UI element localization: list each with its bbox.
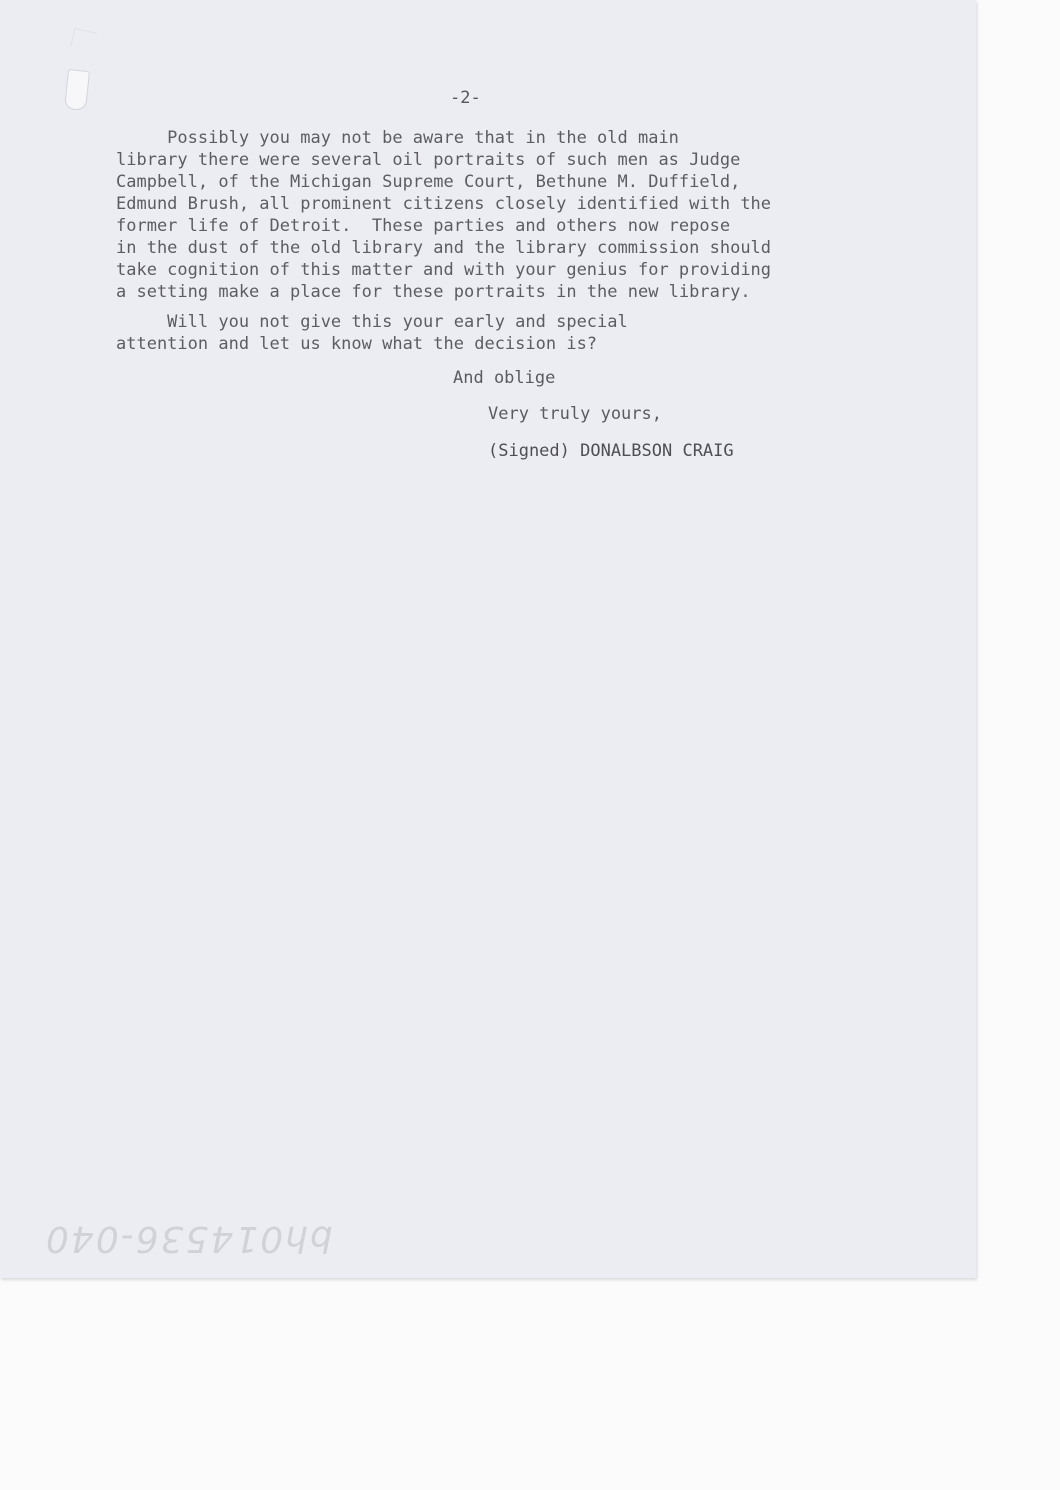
paragraph-1-line-3: Campbell, of the Michigan Supreme Court, Bethune M. Duffield, [116,172,741,192]
paper-mark [70,28,96,51]
paragraph-2-line-2: attention and let us know what the decision is? [116,334,598,354]
staple-hole [64,69,90,111]
paragraph-1-line-7: take cognition of this matter and with your genius for providing [116,260,772,280]
paragraph-2-line-1: Will you not give this your early and special [116,312,628,332]
signature-line: (Signed) DONALBSON CRAIG [488,441,734,461]
paragraph-1-line-5: former life of Detroit. These parties and others now repose [116,216,731,236]
page-number: -2- [450,88,481,108]
closing-and-oblige: And oblige [453,368,556,388]
paragraph-1-line-6: in the dust of the old library and the library commission should [116,238,772,258]
paragraph-1-line-2: library there were several oil portraits of such men as Judge [116,150,741,170]
paragraph-1-line-8: a setting make a place for these portraits in the new library. [116,282,751,302]
archive-number-stamp: bh014536-040 [44,1218,333,1259]
paragraph-1-line-1: Possibly you may not be aware that in the old main [116,128,679,148]
closing-very-truly-yours: Very truly yours, [488,404,662,424]
paragraph-1-line-4: Edmund Brush, all prominent citizens closely identified with the [116,194,772,214]
